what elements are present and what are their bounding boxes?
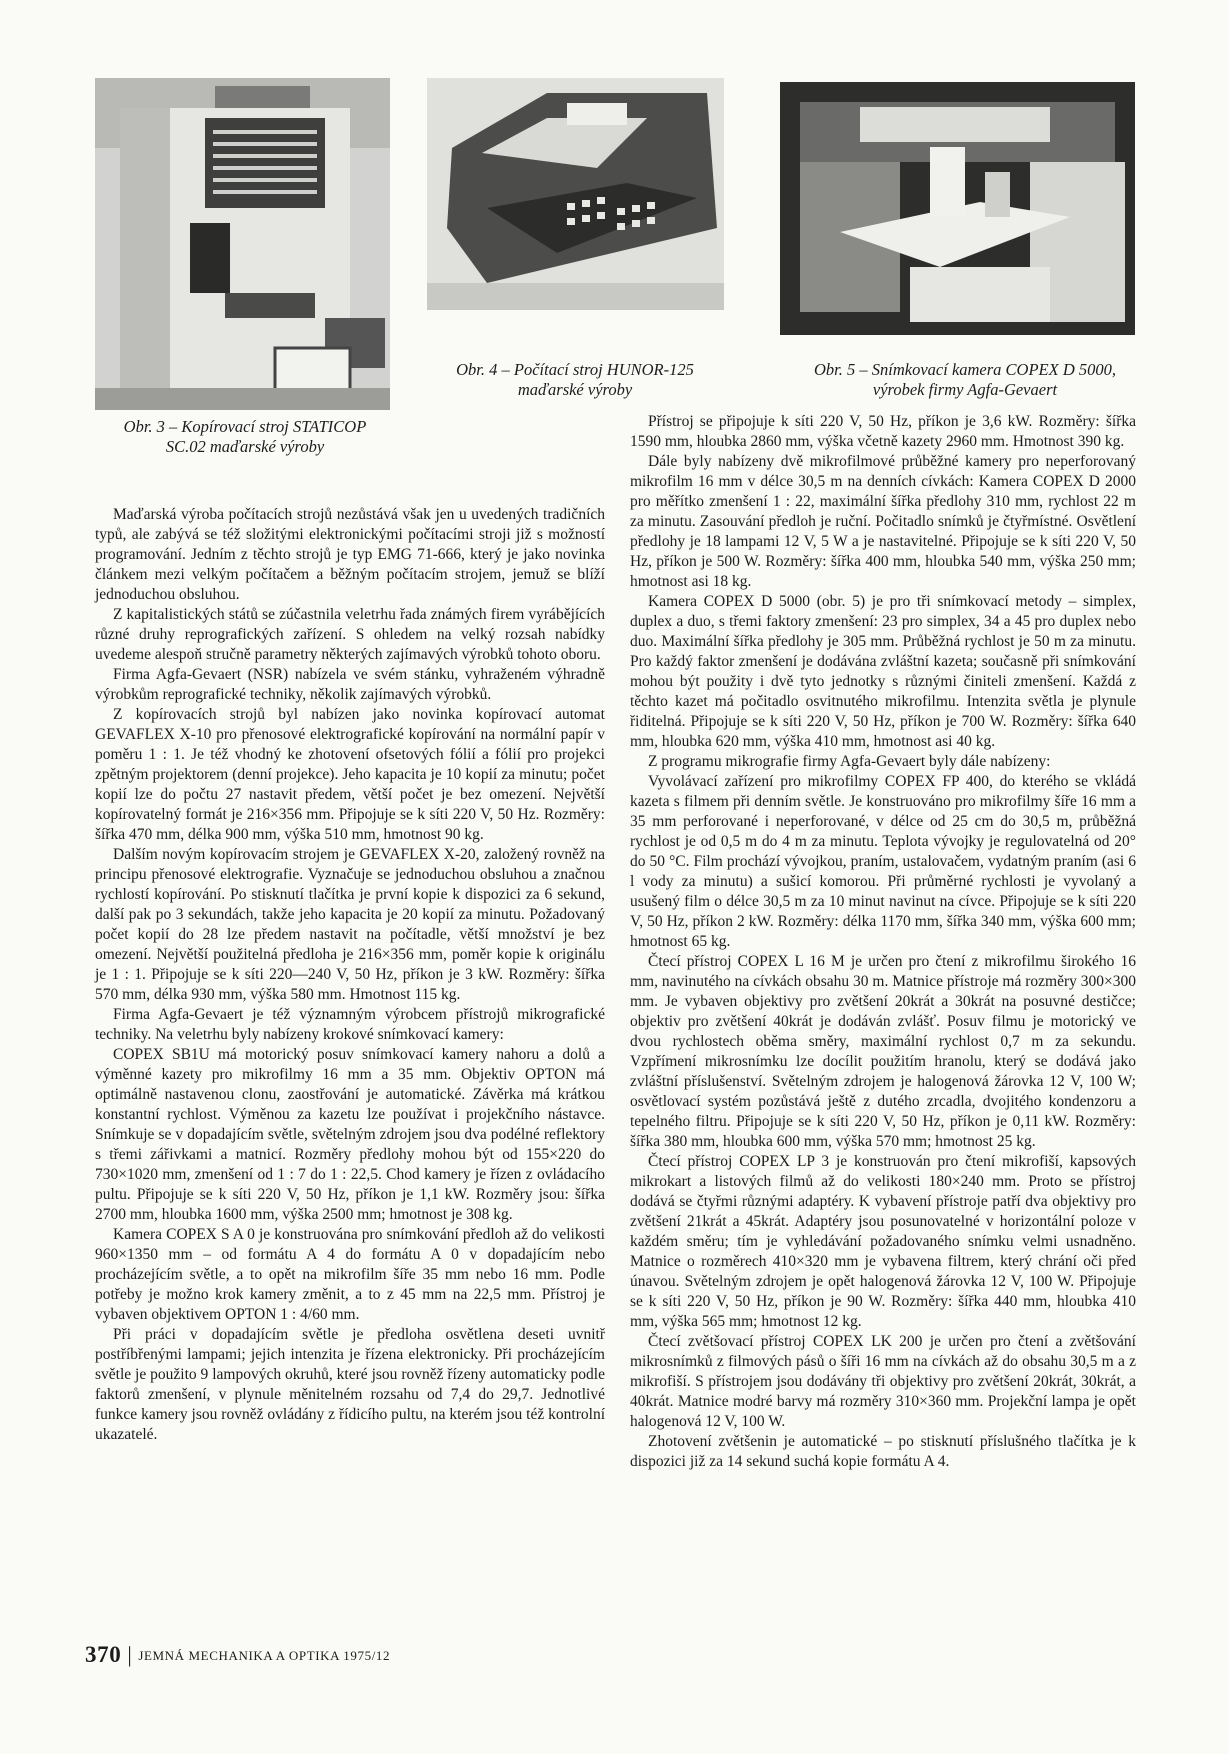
paragraph: Čtecí přístroj COPEX LP 3 je konstruován pro čtení mikrofiší, kapsových mikrokart a listových filmů až do velikosti 180×240 mm. Proto se přístroj dodává se čtyřmi různými adaptéry. K vybavení přístroje patří dva objektivy pro zvětšení 21krát a 45krát. Adaptéry jsou posunovatelné v horizontální poloze v každém směru; tím je vyhledávání požadovaného snímku velmi usnadněno. Matnice o rozměrech 410×320 mm je vybavena filtrem, který chrání oči před únavou. Světelným zdrojem je opět halogenová žárovka 12 V, 100 W. Připojuje se k síti 220 V, 50 Hz, příkon je 90 W. Rozměry: šířka 440 mm, hloubka 410 mm, výška 565 mm; hmotnost 12 kg. [630, 1153, 1136, 1330]
figure-4-caption-line2: maďarské výroby [517, 380, 633, 399]
page-number: 370 [85, 1642, 122, 1667]
figure-3-caption [95, 417, 395, 457]
paragraph: Firma Agfa-Gevaert je též významným výrobcem přístrojů mikrografické techniky. Na veletrhu byly nabízeny krokové snímkovací kamery: [95, 1006, 605, 1043]
journal-title: JEMNÁ MECHANIKA A OPTIKA 1975/12 [138, 1648, 391, 1663]
paragraph: Z kapitalistických států se zúčastnila veletrhu řada známých firem vyrábějících různé druhy reprografických zařízení. S ohledem na velký rozsah nabídky uvedeme alespoň stručně parametry některých zajímavých výrobků tohoto oboru. [95, 606, 605, 663]
paragraph: Z kopírovacích strojů byl nabízen jako novinka kopírovací automat GEVAFLEX X-10 pro přenosové elektrografické kopírování na normální papír v poměru 1 : 1. Je též vhodný ke zhotovení ofsetových fólií a fólií pro projekci zpětným projektorem (denní projekce). Jeho kapacita je 10 kopií za minutu; počet kopií lze do počtu 27 nastavit předem, větší počet je bez omezení. Největší kopírovatelný formát je 216×356 mm. Připojuje se k síti 220 V, 50 Hz. Rozměry: šířka 470 mm, délka 900 mm, výška 510 mm, hmotnost 90 kg. [95, 706, 605, 843]
paragraph: Dále byly nabízeny dvě mikrofilmové průběžné kamery pro neperforovaný mikrofilm 16 mm v délce 30,5 m na denních cívkách: Kamera COPEX D 2000 pro měřítko zmenšení 1 : 22, maximální šířka předlohy 310 mm, rychlost 22 m za minutu. Zasouvání předloh je ruční. Počitadlo snímků je čtyřmístné. Osvětlení předlohy je 18 lampami 12 V, 5 W a je nastavitelné. Připojuje se k síti 220 V, 50 Hz, příkon je 500 W. Rozměry: šířka 400 mm, hloubka 540 mm, výška 250 mm; hmotnost asi 18 kg. [630, 453, 1136, 590]
paragraph: Čtecí přístroj COPEX L 16 M je určen pro čtení z mikrofilmu širokého 16 mm, navinutého na cívkách obsahu 30 m. Matnice přístroje má rozměry 300×300 mm. Je vybaven objektivy pro zvětšení 20krát a 30krát na posuvné destičce; objektiv pro zvětšení 40krát je dodáván zvlášť. Posuv filmu je motorický ve dvou rychlostech oběma směry, maximální rychlost 0,7 m za sekundu. Vzpřímení mikrosnímku lze docílit použitím hranolu, který se dodává jako zvláštní příslušenství. Světelným zdrojem je halogenová žárovka 12 V, 100 W; osvětlovací systém pozůstává ještě z dutého zrcadla, dvojitého kondenzoru a tepelného filtru. Připojuje se k síti 220 V, 50 Hz, příkon je 0,11 kW. Rozměry: šířka 380 mm, hloubka 600 mm, výška 570 mm; hmotnost 25 kg. [630, 953, 1136, 1150]
paragraph: Z programu mikrografie firmy Agfa-Gevaert byly dále nabízeny: [648, 753, 1051, 770]
figure-3-caption-line2: SC.02 maďarské výroby [165, 437, 325, 456]
figure-5-caption-line2: výrobek firmy Agfa-Gevaert [872, 380, 1058, 399]
paragraph: Přístroj se připojuje k síti 220 V, 50 Hz, příkon je 3,6 kW. Rozměry: šířka 1590 mm, hloubka 2860 mm, výška včetně kazety 2960 mm. Hmotnost 390 kg. [630, 413, 1136, 450]
copier-machine-image [95, 78, 390, 410]
paragraph: COPEX SB1U má motorický posuv snímkovací kamery nahoru a dolů a výměnné kazety pro mikrofilmy 16 mm a 35 mm. Objektiv OPTON má optimálně nastavenou clonu, zaostřování je automatické. Závěrka má krátkou konstantní rychlost. Výměnou za kazetu lze používat i projekčního nástavce. Snímkuje se v dopadajícím světle, světelným zdrojem jsou dva podélné reflektory s třemi zářivkami a matnicí. Rozměry předlohy mohou být od 155×220 do 730×1020 mm, zmenšení od 1 : 7 do 1 : 22,5. Chod kamery je řízen z ovládacího pultu. Připojuje se k síti 220 V, 50 Hz, příkon je 1,1 kW. Rozměry jsou: šířka 2700 mm, hloubka 1600 mm, výška 2500 mm; hmotnost je 308 kg. [95, 1046, 605, 1223]
microfilm-camera-image [780, 82, 1135, 335]
paragraph: Čtecí zvětšovací přístroj COPEX LK 200 je určen pro čtení a zvětšování mikrosnímků z filmových pásů o šíři 16 mm na cívkách až do obsahu 30,5 m a z mikrofiší. S přístrojem jsou dodávány tři objektivy pro zvětšení 20krát, 30krát, a 40krát. Matnice modré barvy má rozměry 310×360 mm. Projekční lampa je opět halogenová 12 V, 100 W. [630, 1333, 1136, 1430]
page-footer [85, 1642, 390, 1668]
figure-4-photo [427, 78, 724, 310]
figure-3-photo [95, 78, 390, 410]
left-text-column [95, 505, 605, 1445]
figure-4-caption [415, 360, 735, 400]
paragraph: Zhotovení zvětšenin je automatické – po stisknutí příslušného tlačítka je k dispozici již za 14 sekund suchá kopie formátu A 4. [630, 1433, 1136, 1470]
figure-4-caption-line1: Obr. 4 – Počítací stroj HUNOR-125 [456, 360, 694, 379]
paragraph: Firma Agfa-Gevaert (NSR) nabízela ve svém stánku, vyhraženém výhradně výrobkům reprografické techniky, několik zajímavých výrobků. [95, 666, 605, 703]
paragraph: Kamera COPEX D 5000 (obr. 5) je pro tři snímkovací metody – simplex, duplex a duo, s třemi faktory zmenšení: 23 pro simplex, 34 a 45 pro duplex nebo duo. Maximální šířka předlohy je 305 mm. Průběžná rychlost je 50 m za minutu. Pro každý faktor zmenšení je dodávána zvláštní kazeta; současně při snímkování mohou být použity i dvě tyto jednotky s různými činiteli zmenšení. Každá z těchto kazet má počitadlo osvitnutého mikrofilmu. Intenzita světla je plynule řiditelná. Připojuje se k síti 220 V, 50 Hz, příkon je 700 W. Rozměry: šířka 640 mm, hloubka 620 mm, výška 410 mm, hmotnost asi 40 kg. [630, 593, 1136, 750]
paragraph: Maďarská výroba počítacích strojů nezůstává však jen u uvedených tradičních typů, ale zabývá se též složitými elektronickými počítacími stroji již s možností programování. Jedním z těchto strojů je typ EMG 71-666, který je jako novinka článkem mezi velkým počítačem a běžným počítacím strojem, jemuž se blíží jednoduchou obsluhou. [95, 506, 605, 603]
paragraph: Při práci v dopadajícím světle je předloha osvětlena deseti uvnitř postříbřenými lampami; jejich intenzita je řízena elektronicky. Při procházejícím světle je použito 9 lampových okruhů, které jsou rovněž řízeny automaticky podle faktorů zmenšení, v plynule měnitelném rozsahu od 7,4 do 29,7. Jednotlivé funkce kamery jsou rovněž ovládány z řídicího pultu, na kterém jsou též kontrolní ukazatelé. [95, 1326, 605, 1443]
figure-5-caption-line1: Obr. 5 – Snímkovací kamera COPEX D 5000, [814, 360, 1116, 379]
calculator-machine-image [427, 78, 724, 310]
figure-3-caption-line1: Obr. 3 – Kopírovací stroj STATICOP [123, 417, 367, 436]
paragraph: Kamera COPEX S A 0 je konstruována pro snímkování předloh až do velikosti 960×1350 mm – od formátu A 4 do formátu A 0 v dopadajícím nebo procházejícím světle, a to opět na mikrofilm šíře 35 mm nebo 16 mm. Podle potřeby je možno krok kamery změnit, a to z 45 mm na 22,5 mm. Přístroj je vybaven objektivem OPTON 1 : 4/60 mm. [95, 1226, 605, 1323]
footer-separator: | [127, 1642, 133, 1667]
figure-5-photo [780, 82, 1135, 335]
paragraph: Dalším novým kopírovacím strojem je GEVAFLEX X-20, založený rovněž na principu přenosové elektrografie. Vyznačuje se jednoduchou obsluhou a značnou rychlostí kopírování. Po stisknutí tlačítka je první kopie k dispozici za 6 sekund, další pak po 3 sekundách, takže jeho kapacita je 20 kopií za minutu. Požadovaný počet kopií do 28 lze předem nastavit na počítadle, větší množství je bez omezení. Největší použitelná předloha je 216×356 mm, poměr kopie k originálu je 1 : 1. Připojuje se k síti 220—240 V, 50 Hz, příkon je 3 kW. Rozměry: šířka 570 mm, délka 930 mm, výška 580 mm. Hmotnost 115 kg. [95, 846, 605, 1003]
right-text-column [630, 412, 1136, 1472]
figure-5-caption [780, 360, 1150, 400]
paragraph: Vyvolávací zařízení pro mikrofilmy COPEX FP 400, do kterého se vkládá kazeta s filmem při denním světle. Je konstruováno pro mikrofilmy šíře 16 mm a 35 mm perforované i neperforované, v délce od 25 cm do 30,5 m, průběžná rychlost je od 0,5 m do 4 m za minutu. Teplota vývojky je regulovatelná od 20° do 50 °C. Film prochází vývojkou, praním, ustalovačem, vydatným praním (asi 6 l vody za minutu) a sušicí komorou. Při průměrné rychlosti je vyvolaný a usušený film o délce 30,5 m za 10 minut navinut na cívce. Připojuje se k síti 220 V, 50 Hz, příkon 2 kW. Rozměry: délka 1170 mm, šířka 340 mm, výška 600 mm; hmotnost 65 kg. [630, 773, 1136, 950]
